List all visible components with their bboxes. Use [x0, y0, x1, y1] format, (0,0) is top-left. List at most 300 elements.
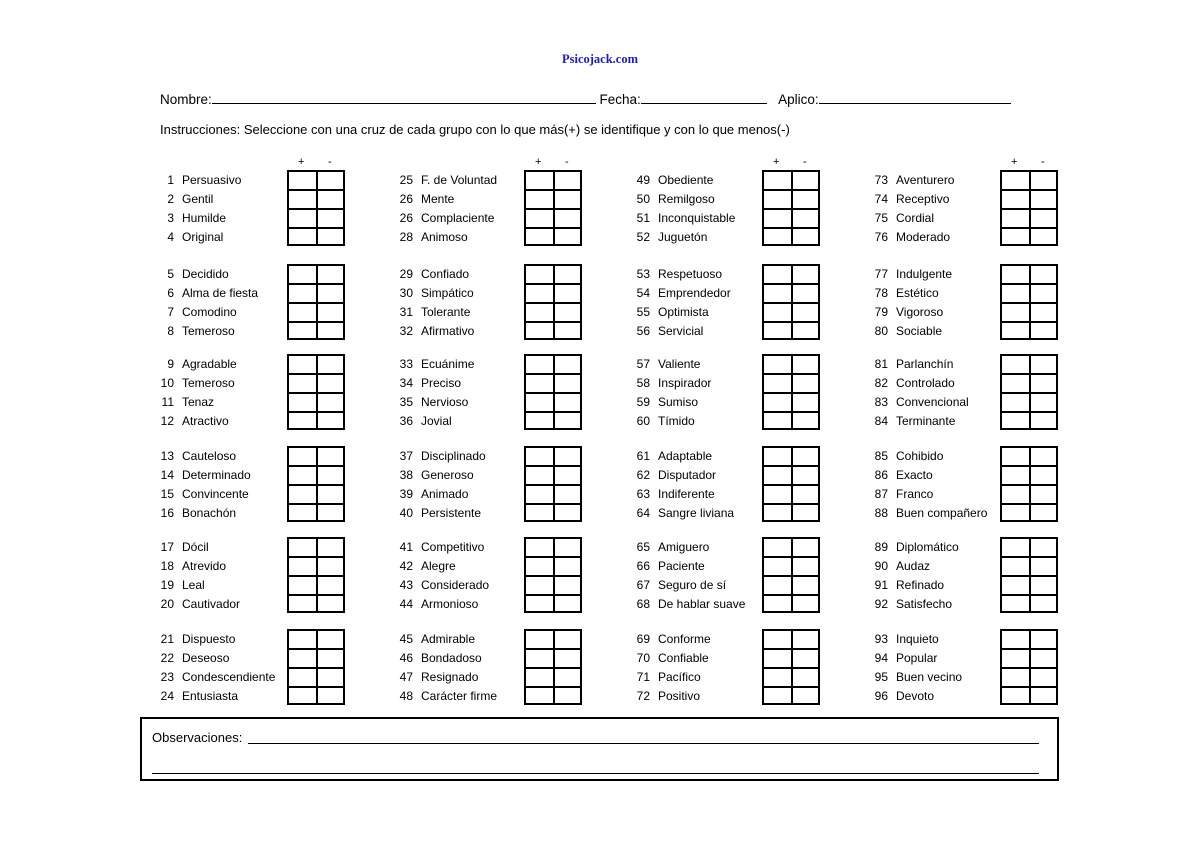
item-number: 87	[874, 487, 888, 501]
item-word: Moderado	[896, 230, 951, 244]
grid-divider	[526, 484, 580, 486]
item-word: Servicial	[658, 324, 704, 338]
item-number: 18	[160, 559, 174, 573]
item-word: Diplomático	[896, 540, 959, 554]
checkbox-grid[interactable]	[524, 354, 582, 430]
item-word: Tímido	[658, 414, 695, 428]
item-word: Alma de fiesta	[182, 286, 259, 300]
grid-divider	[289, 556, 343, 558]
adjective-item	[868, 449, 943, 463]
adjective-item	[393, 449, 486, 463]
grid-divider	[764, 667, 818, 669]
item-word: Condescendiente	[182, 670, 276, 684]
site-title: Psicojack.com	[561, 52, 639, 66]
item-number: 48	[399, 689, 413, 703]
item-word: Resignado	[421, 670, 479, 684]
item-number: 60	[636, 414, 650, 428]
item-number: 92	[874, 597, 888, 611]
grid-divider	[764, 484, 818, 486]
item-number: 67	[636, 578, 650, 592]
item-word: Deseoso	[182, 651, 230, 665]
grid-divider	[764, 283, 818, 285]
grid-divider	[289, 686, 343, 688]
item-number: 74	[874, 192, 888, 206]
item-word: Disputador	[658, 468, 717, 482]
item-word: Sangre liviana	[658, 506, 735, 520]
grid-divider	[526, 208, 580, 210]
grid-divider	[1002, 465, 1056, 467]
item-number: 21	[160, 632, 174, 646]
adjective-item	[158, 597, 240, 611]
item-number: 1	[167, 173, 174, 187]
item-word: Estético	[896, 286, 939, 300]
item-word: Dispuesto	[182, 632, 236, 646]
adjective-item	[630, 632, 711, 646]
item-word: Confiado	[421, 267, 470, 281]
fecha-field[interactable]	[641, 91, 767, 104]
item-word: Satisfecho	[896, 597, 953, 611]
checkbox-grid[interactable]	[1000, 629, 1058, 705]
item-number: 31	[399, 305, 413, 319]
item-number: 32	[399, 324, 413, 338]
adjective-item	[158, 414, 229, 428]
item-word: Ecuánime	[421, 357, 475, 371]
item-word: Valiente	[658, 357, 701, 371]
adjective-item	[630, 597, 745, 611]
grid-divider	[764, 189, 818, 191]
grid-divider	[1002, 648, 1056, 650]
adjective-item	[158, 559, 226, 573]
grid-divider	[1002, 283, 1056, 285]
item-word: Disciplinado	[421, 449, 486, 463]
grid-divider	[289, 667, 343, 669]
grid-divider	[1002, 503, 1056, 505]
aplico-field[interactable]	[819, 91, 1011, 104]
item-number: 75	[874, 211, 888, 225]
item-number: 57	[636, 357, 650, 371]
adjective-item	[630, 357, 700, 371]
checkbox-grid[interactable]	[524, 629, 582, 705]
item-word: Seguro de sí	[658, 578, 727, 592]
adjective-item	[630, 487, 715, 501]
item-word: Humilde	[182, 211, 227, 225]
grid-divider	[526, 667, 580, 669]
adjective-item	[393, 597, 478, 611]
item-number: 59	[636, 395, 650, 409]
item-number: 44	[399, 597, 413, 611]
item-number: 78	[874, 286, 888, 300]
item-number: 62	[636, 468, 650, 482]
grid-divider	[526, 594, 580, 596]
item-number: 61	[636, 449, 650, 463]
plus-header: +	[773, 156, 780, 168]
adjective-item	[393, 230, 468, 244]
item-word: Animado	[421, 487, 469, 501]
item-word: Sociable	[896, 324, 943, 338]
item-number: 7	[167, 305, 174, 319]
adjective-item	[393, 487, 468, 501]
item-number: 36	[399, 414, 413, 428]
adjective-item	[158, 305, 237, 319]
grid-divider	[764, 556, 818, 558]
grid-divider	[1002, 321, 1056, 323]
item-word: Dócil	[182, 540, 209, 554]
checkbox-grid[interactable]	[524, 537, 582, 613]
aplico-label: Aplico:	[778, 92, 819, 107]
grid-divider	[289, 227, 343, 229]
item-number: 63	[636, 487, 650, 501]
item-number: 3	[167, 211, 174, 225]
checkbox-grid[interactable]	[762, 170, 820, 246]
item-number: 93	[874, 632, 888, 646]
item-word: Entusiasta	[182, 689, 239, 703]
item-word: Optimista	[658, 305, 709, 319]
grid-divider	[1002, 575, 1056, 577]
adjective-item	[868, 324, 942, 338]
grid-divider	[1002, 411, 1056, 413]
item-number: 37	[399, 449, 413, 463]
adjective-item	[630, 559, 705, 573]
grid-divider	[526, 227, 580, 229]
observations-line-2[interactable]	[152, 773, 1039, 774]
adjective-item	[868, 211, 934, 225]
grid-divider	[289, 594, 343, 596]
item-word: Franco	[896, 487, 934, 501]
adjective-item	[393, 305, 470, 319]
item-number: 30	[399, 286, 413, 300]
item-word: Atractivo	[182, 414, 229, 428]
item-number: 15	[160, 487, 174, 501]
item-number: 73	[874, 173, 888, 187]
item-number: 9	[167, 357, 174, 371]
item-number: 52	[636, 230, 650, 244]
grid-divider	[526, 283, 580, 285]
item-number: 29	[399, 267, 413, 281]
item-number: 17	[160, 540, 174, 554]
grid-divider	[289, 283, 343, 285]
item-number: 12	[160, 414, 174, 428]
checkbox-grid[interactable]	[762, 537, 820, 613]
item-word: Amiguero	[658, 540, 710, 554]
checkbox-grid[interactable]	[287, 264, 345, 340]
adjective-item	[630, 414, 695, 428]
adjective-item	[393, 376, 461, 390]
grid-divider	[526, 411, 580, 413]
item-word: Afirmativo	[421, 324, 475, 338]
adjective-item	[393, 468, 474, 482]
item-number: 2	[167, 192, 174, 206]
checkbox-grid[interactable]	[287, 537, 345, 613]
item-word: Parlanchín	[896, 357, 954, 371]
item-number: 95	[874, 670, 888, 684]
item-number: 6	[167, 286, 174, 300]
item-number: 25	[399, 173, 413, 187]
grid-divider	[1002, 227, 1056, 229]
adjective-item	[868, 414, 955, 428]
grid-divider	[1002, 189, 1056, 191]
nombre-field[interactable]	[212, 91, 596, 104]
adjective-item	[630, 305, 709, 319]
item-word: Receptivo	[896, 192, 950, 206]
item-number: 90	[874, 559, 888, 573]
item-number: 16	[160, 506, 174, 520]
checkbox-grid[interactable]	[1000, 170, 1058, 246]
adjective-item	[393, 211, 494, 225]
grid-divider	[1002, 484, 1056, 486]
item-word: Obediente	[658, 173, 714, 187]
item-number: 65	[636, 540, 650, 554]
adjective-item	[868, 305, 943, 319]
checkbox-grid[interactable]	[1000, 264, 1058, 340]
item-word: Comodino	[182, 305, 237, 319]
grid-divider	[764, 503, 818, 505]
item-number: 46	[399, 651, 413, 665]
adjective-item	[393, 632, 475, 646]
item-number: 23	[160, 670, 174, 684]
adjective-item	[158, 689, 238, 703]
grid-divider	[764, 648, 818, 650]
adjective-item	[158, 211, 226, 225]
grid-divider	[289, 503, 343, 505]
adjective-item	[158, 578, 205, 592]
item-word: Pacífico	[658, 670, 701, 684]
adjective-item	[868, 632, 939, 646]
item-word: Aventurero	[896, 173, 955, 187]
adjective-item	[868, 192, 949, 206]
grid-divider	[289, 648, 343, 650]
grid-divider	[526, 302, 580, 304]
checkbox-grid[interactable]	[762, 264, 820, 340]
plus-header: +	[535, 156, 542, 168]
item-word: Buen vecino	[896, 670, 963, 684]
grid-divider	[526, 686, 580, 688]
checkbox-grid[interactable]	[762, 354, 820, 430]
adjective-item	[158, 230, 223, 244]
item-word: Cauteloso	[182, 449, 237, 463]
item-number: 26	[399, 192, 413, 206]
item-word: Decidido	[182, 267, 229, 281]
adjective-item	[158, 468, 251, 482]
item-word: Indiferente	[658, 487, 715, 501]
item-word: Confiable	[658, 651, 709, 665]
grid-divider	[289, 484, 343, 486]
item-number: 10	[160, 376, 174, 390]
adjective-item	[868, 540, 959, 554]
grid-divider	[526, 556, 580, 558]
item-number: 85	[874, 449, 888, 463]
item-number: 33	[399, 357, 413, 371]
grid-divider	[289, 189, 343, 191]
grid-divider	[526, 321, 580, 323]
grid-divider	[764, 411, 818, 413]
adjective-item	[630, 449, 712, 463]
adjective-item	[630, 173, 713, 187]
item-number: 69	[636, 632, 650, 646]
item-word: Convincente	[182, 487, 249, 501]
checkbox-grid[interactable]	[524, 446, 582, 522]
adjective-item	[630, 286, 731, 300]
item-word: Jovial	[421, 414, 452, 428]
grid-divider	[1002, 392, 1056, 394]
item-word: Inquieto	[896, 632, 939, 646]
grid-divider	[764, 392, 818, 394]
item-word: Competitivo	[421, 540, 485, 554]
item-number: 56	[636, 324, 650, 338]
adjective-item	[630, 211, 735, 225]
item-word: Temeroso	[182, 324, 235, 338]
item-number: 40	[399, 506, 413, 520]
plus-header: +	[298, 156, 305, 168]
item-word: Preciso	[421, 376, 462, 390]
item-number: 34	[399, 376, 413, 390]
item-word: Adaptable	[658, 449, 713, 463]
grid-divider	[526, 392, 580, 394]
adjective-item	[393, 578, 489, 592]
item-word: Tenaz	[182, 395, 215, 409]
plus-header: +	[1011, 156, 1018, 168]
item-word: Positivo	[658, 689, 701, 703]
item-word: Animoso	[421, 230, 468, 244]
adjective-item	[868, 506, 987, 520]
item-number: 28	[399, 230, 413, 244]
grid-divider	[1002, 208, 1056, 210]
item-word: Bonachón	[182, 506, 237, 520]
grid-divider	[526, 465, 580, 467]
observations-box	[140, 717, 1059, 781]
grid-divider	[526, 575, 580, 577]
minus-header: -	[565, 156, 569, 168]
adjective-item	[158, 487, 249, 501]
grid-divider	[764, 465, 818, 467]
adjective-item	[393, 670, 478, 684]
grid-divider	[526, 503, 580, 505]
observations-line-1[interactable]	[248, 743, 1039, 744]
adjective-item	[158, 670, 275, 684]
adjective-item	[393, 286, 474, 300]
item-number: 42	[399, 559, 413, 573]
adjective-item	[158, 395, 214, 409]
adjective-item	[868, 651, 937, 665]
adjective-item	[393, 414, 452, 428]
item-word: Refinado	[896, 578, 945, 592]
item-word: Conforme	[658, 632, 711, 646]
item-number: 88	[874, 506, 888, 520]
item-number: 49	[636, 173, 650, 187]
grid-divider	[526, 189, 580, 191]
grid-divider	[289, 465, 343, 467]
checkbox-grid[interactable]	[762, 629, 820, 705]
item-number: 45	[399, 632, 413, 646]
item-number: 38	[399, 468, 413, 482]
checkbox-grid[interactable]	[762, 446, 820, 522]
grid-divider	[289, 208, 343, 210]
item-word: Armonioso	[421, 597, 479, 611]
checkbox-grid[interactable]	[1000, 537, 1058, 613]
item-number: 53	[636, 267, 650, 281]
adjective-item	[868, 286, 939, 300]
item-number: 84	[874, 414, 888, 428]
adjective-item	[868, 395, 969, 409]
checkbox-grid[interactable]	[287, 446, 345, 522]
adjective-item	[393, 357, 474, 371]
item-number: 39	[399, 487, 413, 501]
checkbox-grid[interactable]	[1000, 446, 1058, 522]
item-number: 91	[874, 578, 888, 592]
grid-divider	[764, 321, 818, 323]
item-number: 55	[636, 305, 650, 319]
item-word: Cordial	[896, 211, 935, 225]
item-word: Gentil	[182, 192, 214, 206]
item-number: 47	[399, 670, 413, 684]
adjective-item	[630, 267, 722, 281]
adjective-item	[393, 559, 456, 573]
item-number: 82	[874, 376, 888, 390]
item-word: Atrevido	[182, 559, 227, 573]
item-number: 58	[636, 376, 650, 390]
item-word: Temeroso	[182, 376, 235, 390]
adjective-item	[868, 357, 953, 371]
header-fields	[160, 91, 1011, 107]
item-word: Considerado	[421, 578, 490, 592]
adjective-item	[158, 632, 235, 646]
item-word: Remilgoso	[658, 192, 715, 206]
nombre-label: Nombre:	[160, 92, 212, 107]
instructions: Instrucciones: Seleccione con una cruz de cada grupo con lo que más(+) se identifique y con lo que menos(-)	[160, 122, 790, 137]
checkbox-grid[interactable]	[1000, 354, 1058, 430]
adjective-item	[158, 506, 236, 520]
item-word: Complaciente	[421, 211, 495, 225]
item-word: Persuasivo	[182, 173, 242, 187]
checkbox-grid[interactable]	[287, 354, 345, 430]
adjective-item	[868, 376, 955, 390]
adjective-item	[158, 376, 235, 390]
checkbox-grid[interactable]	[287, 629, 345, 705]
item-word: Audaz	[896, 559, 931, 573]
item-number: 76	[874, 230, 888, 244]
item-number: 72	[636, 689, 650, 703]
item-number: 54	[636, 286, 650, 300]
checkbox-grid[interactable]	[524, 264, 582, 340]
item-word: Simpático	[421, 286, 474, 300]
item-word: Controlado	[896, 376, 955, 390]
checkbox-grid[interactable]	[524, 170, 582, 246]
item-number: 89	[874, 540, 888, 554]
adjective-item	[393, 173, 497, 187]
grid-divider	[1002, 667, 1056, 669]
item-word: Devoto	[896, 689, 935, 703]
item-word: Bondadoso	[421, 651, 482, 665]
item-number: 5	[167, 267, 174, 281]
adjective-item	[393, 267, 469, 281]
item-word: Tolerante	[421, 305, 471, 319]
item-number: 51	[636, 211, 650, 225]
item-number: 77	[874, 267, 888, 281]
item-number: 35	[399, 395, 413, 409]
item-number: 70	[636, 651, 650, 665]
adjective-item	[630, 651, 709, 665]
grid-divider	[289, 411, 343, 413]
checkbox-grid[interactable]	[287, 170, 345, 246]
item-word: F. de Voluntad	[421, 173, 498, 187]
item-number: 20	[160, 597, 174, 611]
item-word: Cautivador	[182, 597, 241, 611]
adjective-item	[630, 506, 734, 520]
adjective-item	[158, 286, 258, 300]
minus-header: -	[1041, 156, 1045, 168]
adjective-item	[158, 192, 213, 206]
item-word: Leal	[182, 578, 205, 592]
item-word: Mente	[421, 192, 455, 206]
